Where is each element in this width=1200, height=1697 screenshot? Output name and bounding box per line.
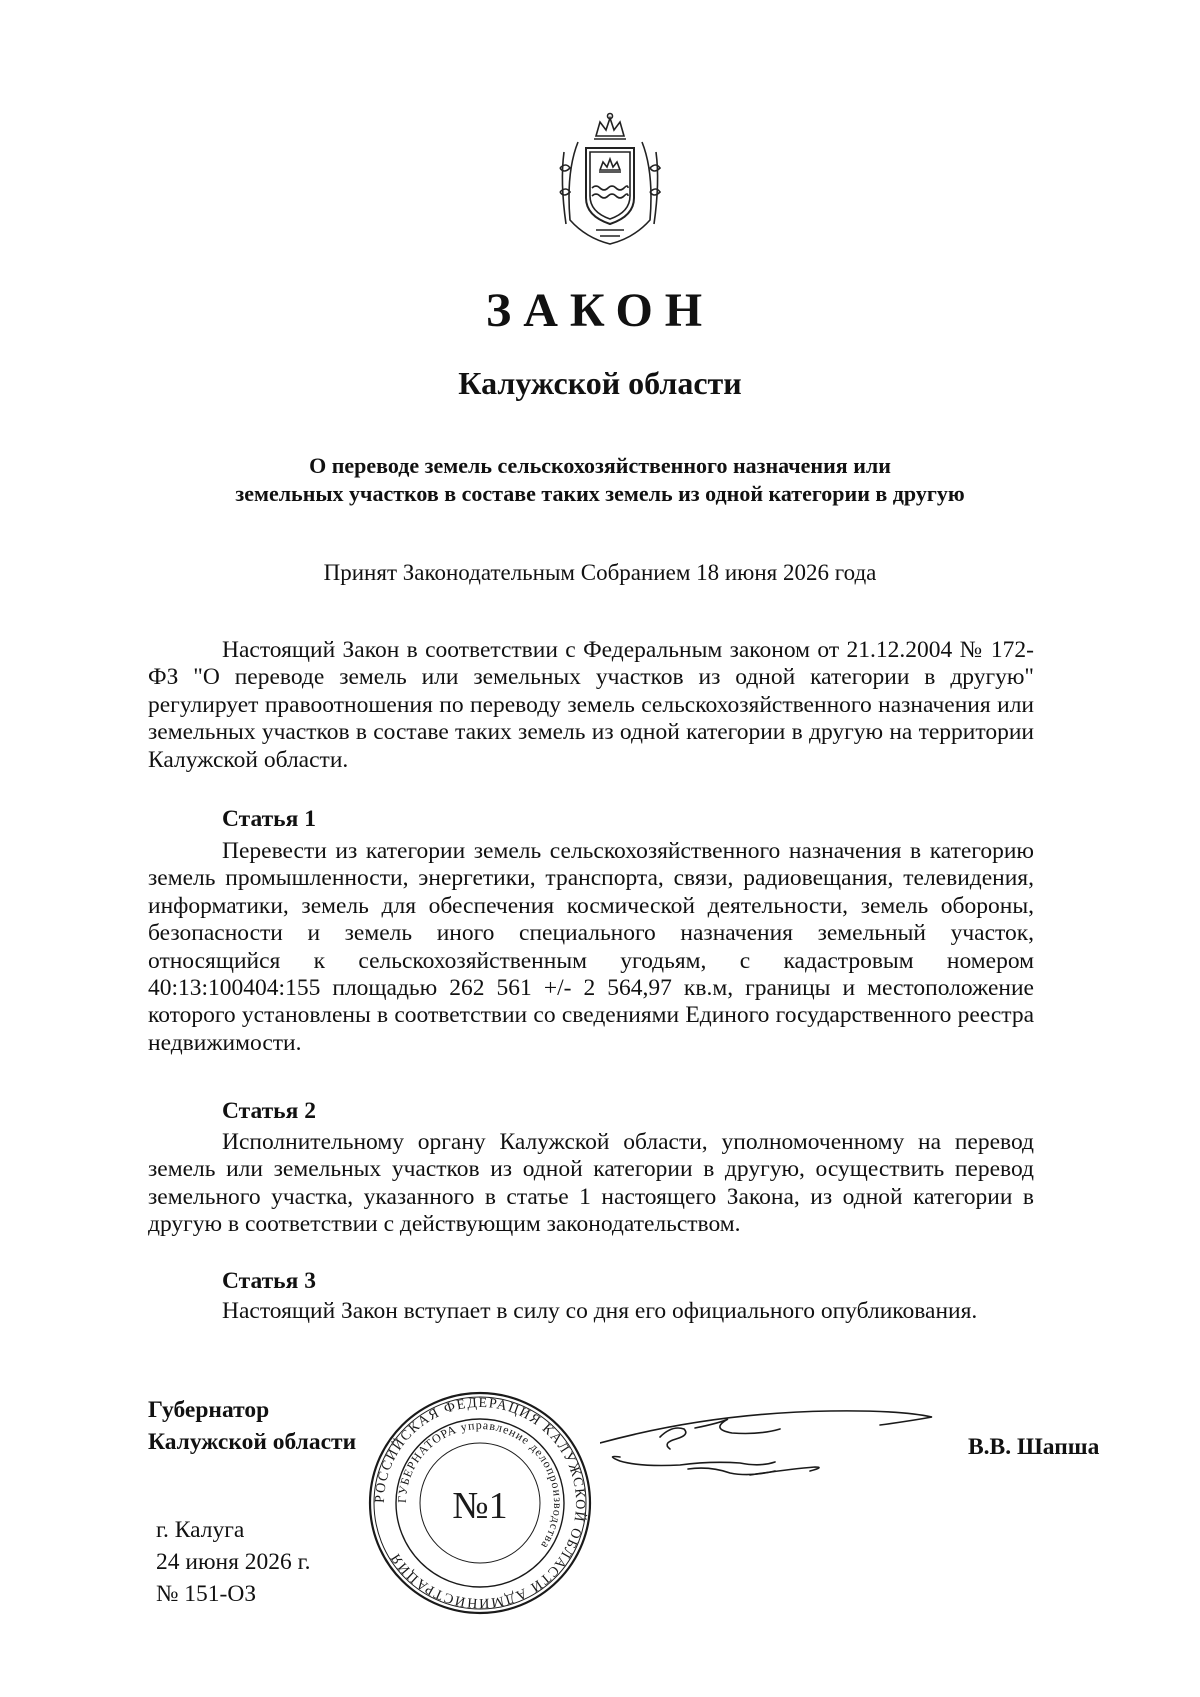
article-3-text: Настоящий Закон вступает в силу со дня его официального опубликования. xyxy=(222,1298,978,1324)
stamp-outer-text: РОССИЙСКАЯ ФЕДЕРАЦИЯ КАЛУЖСКОЙ ОБЛАСТИ АДМИНИСТРАЦИЯ xyxy=(372,1395,588,1611)
document-region: Калужской области xyxy=(458,365,742,401)
law-heading-line-1: О переводе земель сельскохозяйственного назначения или xyxy=(309,453,891,478)
signing-city: г. Калуга xyxy=(156,1517,245,1543)
preamble-text: Настоящий Закон в соответствии с Федеральным законом от 21.12.2004 № 172-ФЗ "О переводе земель или земельных участков из одной категории в другую" регулирует правоотношения по переводу земель сельскохозяйственного назначения или земельных участков в составе таких земель из одной категории в другую на территории Калужской области. xyxy=(148,637,1034,773)
governor-position-line-2: Калужской области xyxy=(148,1429,357,1455)
article-2-title: Статья 2 xyxy=(222,1098,316,1124)
document-title: ЗАКОН xyxy=(485,284,715,337)
article-1-body xyxy=(148,838,1034,1057)
law-number: № 151-ОЗ xyxy=(156,1581,257,1607)
stamp-inner-text: ГУБЕРНАТОРА управление делопроизводства xyxy=(394,1417,566,1553)
official-stamp-seal xyxy=(365,1388,595,1618)
article-3-body xyxy=(148,1298,1034,1325)
adoption-note: Принят Законодательным Собранием 18 июня 2026 года xyxy=(323,560,877,585)
governor-name: В.В. Шапша xyxy=(968,1434,1100,1460)
article-1-text: Перевести из категории земель сельскохозяйственного назначения в категорию земель промышленности, энергетики, транспорта, связи, радиовещания, телевидения, информатики, земель для обеспечения космической деятельности, земель обороны, безопасности и земель иного специального назначения земельный участок, относящийся к сельскохозяйственным угодьям, с кадастровым номером 40:13:100404:155 площадью 262 561 +/- 2 564,97 кв.м, границы и местоположение которого установлены в соответствии со сведениями Единого государственного реестра недвижимости. xyxy=(148,838,1034,1056)
law-heading xyxy=(150,452,1050,508)
governor-handwritten-signature xyxy=(600,1395,935,1505)
governor-position-line-1: Губернатор xyxy=(148,1397,270,1423)
article-2-text: Исполнительному органу Калужской области, уполномоченному на перевод земель или земельных участков из одной категории в другую, осуществить перевод земельного участка, указанного в статье 1 настоящего Закона, из одной категории в другую в соответствии с действующим законодательством. xyxy=(148,1129,1034,1238)
governor-position xyxy=(148,1394,356,1458)
article-2-body xyxy=(148,1129,1034,1239)
coat-of-arms-emblem xyxy=(556,112,664,248)
law-heading-line-2: земельных участков в составе таких земель из одной категории в другую xyxy=(235,481,965,506)
signing-details xyxy=(156,1514,311,1610)
preamble-paragraph xyxy=(148,637,1034,774)
article-1-title: Статья 1 xyxy=(222,806,316,832)
signing-date: 24 июня 2026 г. xyxy=(156,1549,311,1575)
article-3-title: Статья 3 xyxy=(222,1268,316,1294)
stamp-number: №1 xyxy=(452,1485,508,1527)
